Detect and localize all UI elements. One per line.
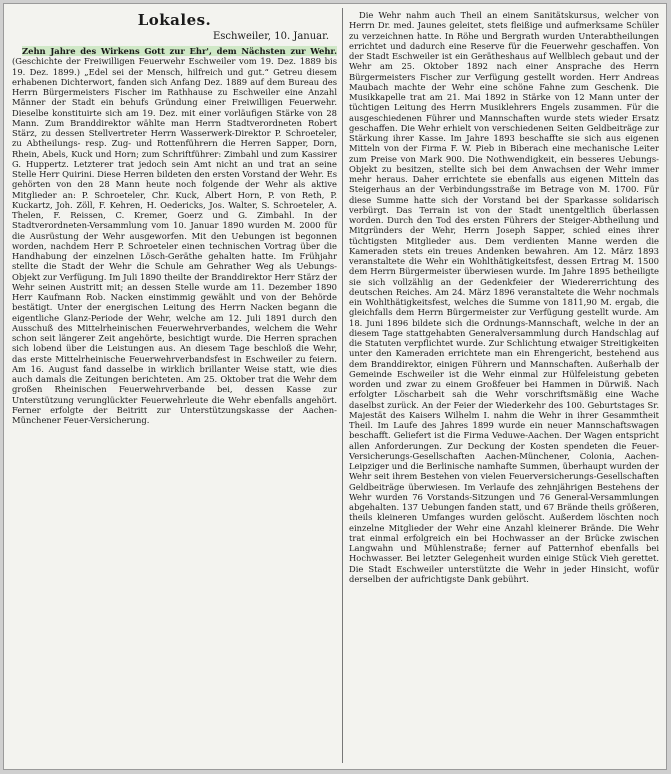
article-left-body: (Geschichte der Freiwilligen Feuerwehr Eschweiler vom 19. Dez. 1889 bis 19. Dez. 1899.) „Edel sei der Mensch, hilfreich und gut.“ Getreu diesem erhabenen Dichterwort, fanden sich Anfang Dez. 1889 auf dem Bureau des Herrn Bürgermeisters Fischer im Rathhause zu Eschweiler eine Anzahl Männer der Stadt ein behufs Gründung einer Freiwilligen Feuerwehr. Dieselbe konstituirte sich am 19. Dez. mit einer vorläufigen Stärke von 28 Mann. Zum Branddirektor wählte man Herrn Stadtverordneten Robert Stärz, zu dessen Stellvertreter Herrn Wasserwerk-Direktor P. Schroeteler, zu Abtheilungs- resp. Zug- und Rottenführern die Herren Sapper, Dorn, Rhein, Abels, Kuck und Horn; zum Schriftführer: Zimbahl und zum Kassirer G. Huppertz. Letzterer trat jedoch sein Amt nicht an und trat an seine Stelle Herr Quirini. Diese Herren bildeten den ersten Vorstand der Wehr. Es gehörten von den 28 Mann heute noch folgende der Wehr als aktive Mitglieder an: P. Schroeteler, Chr. Kuck, Albert Horn, P. von Reth, P. Kuckartz, Joh. Zöll, F. Kehren, H. Oedericks, Jos. Walter, S. Schroeteler, A. Thelen, F. Reissen, C. Kremer, Goerz und G. Zimbahl. In der Stadtverordneten-Versammlung vom 10. Januar 1890 wurden M. 2000 für die Ausrüstung der Wehr ausgeworfen. Mit den Uebungen ist begonnen worden, nachdem Herr P. Schroeteler einen technischen Vortrag über die Handhabung der einzelnen Lösch-Geräthe gehalten hatte. Im Frühjahr stellte die Stadt der Wehr die Schule am Gehrather Weg als Uebungs-Objekt zur Verfügung. Im Juli 1890 theilte der Branddirektor Herr Stärz der Wehr seinen Austritt mit; an dessen Stelle wurde am 11. Dezember 1890 Herr Kaufmann Rob. Nacken einstimmig gewählt und von der Behörde bestätigt. Unter der energischen Leitung des Herrn Nacken begann die eigentliche Glanz-Periode der Wehr, welche am 12. Juli 1891 durch den Ausschuß des Mittelrheinischen Feuerwehrverbandes, welchem die Wehr schon seit längerer Zeit angehörte, besichtigt wurde. Die Herren sprachen sich lobend über die Leistungen aus. An diesem Tage beschloß die Wehr, das erste Mittelrheinische Feuerwehrverbandsfest in Eschweiler zu feiern. Am 16. August fand dasselbe in wirklich brillanter Weise statt, wie dies auch damals die Zeitungen berichteten. Am 25. Oktober trat die Wehr dem großen Rheinischen Feuerwehrverbande bei, dessen Kasse zur Unterstützung verunglückter Feuerwehrleute die Wehr ebenfalls angehört. Ferner erfolgte der Beitritt zur Unterstützungskasse der Aachen-Münchener Feuer-Versicherung. — [12, 56, 337, 425]
section-heading: Lokales. — [137, 11, 212, 29]
left-column — [12, 10, 337, 761]
newspaper-clipping — [3, 3, 667, 770]
right-column — [349, 10, 659, 761]
article-lead: Zehn Jahre des Wirkens Gott zur Ehr', dem Nächsten zur Wehr. — [22, 46, 337, 56]
article-left-text — [12, 46, 337, 425]
column-divider — [342, 8, 343, 763]
dateline: Eschweiler, 10. Januar. — [212, 31, 329, 42]
article-right-text: Die Wehr nahm auch Theil an einem Sanitätskursus, welcher von Herrn Dr. med. Jaunes geleitet, stets fleißige und aufmerksame Schüler zu verzeichnen hatte. In Röhe und Bergrath wurden Unterabtheilungen errichtet und dadurch eine Reserve für die Feuerwehr geschaffen. Von der Stadt Eschweiler ist ein Gerätheshaus auf Wellblech gebaut und der Wehr am 25. Oktober 1892 nach einer Ansprache des Herrn Bürgermeisters Fischer zur Verfügung gestellt worden. Herr Andreas Maubach machte der Wehr eine schöne Fahne zum Geschenk. Die Musikkapelle trat am 21. Mai 1892 in Stärke von 12 Mann unter der tüchtigen Leitung des Herrn Musiklehrers Engels zusammen. Für die ausgeschiedenen Führer und Mannschaften wurde stets wieder Ersatz geschaffen. Die Wehr erhielt von verschiedenen Seiten Geldbeiträge zur Stärkung ihrer Kasse. Im Jahre 1893 beschaffte sie sich aus eigenen Mitteln von der Firma F. W. Pieb in Biberach eine mechanische Leiter zum Preise von Mark 900. Die Nothwendigkeit, ein besseres Uebungs-Objekt zu besitzen, stellte sich bei dem Anwachsen der Wehr immer mehr heraus. Daher errichtete sie ebenfalls aus eigenen Mitteln das Steigerhaus an der Verbindungsstraße im Betrage von M. 1700. Für diese Summe hatte sich der Vorstand bei der Sparkasse solidarisch verbürgt. Das Terrain ist von der Stadt unentgeltlich überlassen worden. Durch den Tod des ersten Führers der Steiger-Abtheilung und Mitgründers der Wehr, Herrn Joseph Sapper, schied eines ihrer tüchtigsten Mitglieder aus. Dem verdienten Manne werden die Kameraden stets ein treues Andenken bewahren. Am 12. März 1893 veranstaltete die Wehr ein Wohlthätigkeitsfest, dessen Ertrag M. 1500 dem Herrn Bürgermeister überwiesen wurde. Im Jahre 1895 betheiligte sie sich vollzählig an der Gedenkfeier der Wiedererrichtung des deutschen Reiches. Am 24. März 1896 veranstaltete die Wehr nochmals ein Wohlthätigkeitsfest, welches die Summe von 1811,90 M. ergab, die gleichfalls dem Herrn Bürgermeister zur Verfügung gestellt wurde. Am 18. Juni 1896 bildete sich die Ordnungs-Mannschaft, welche in der an diesem Tage stattgehabten Generalversammlung durch Handschlag auf die Statuten verpflichtet wurde. Zur Schlichtung etwaiger Streitigkeiten unter den Kameraden errichtete man ein Ehrengericht, bestehend aus dem Branddirektor, einigen Führern und Mannschaften. Außerhalb der Gemeinde Eschweiler ist die Wehr einmal zur Hülfeleistung gebeten worden und zwar zu einem Großfeuer bei Hammen in Dürwiß. Nach erfolgter Löscharbeit sah die Wehr vorschriftsmäßig eine Wache daselbst zurück. An der Feier der Wiederkehr des 100. Geburtstages Sr. Majestät des Kaisers Wilhelm I. nahm die Wehr in ihrer Gesammtheit Theil. Im Laufe des Jahres 1899 wurde ein neuer Mannschaftswagen beschafft. Geliefert ist die Firma Veduwe-Aachen. Der Wagen entspricht allen Anforderungen. Zur Deckung der Kosten spendeten die Feuer-Versicherungs-Gesellschaften Aachen-Münchener, Colonia, Aachen-Leipziger und die Berlinische namhafte Summen, überhaupt wurden der Wehr seit ihrem Bestehen von vielen Feuerversicherungs-Gesellschaften Geldbeiträge überwiesen. Im Verlaufe des zehnjährigen Bestehens der Wehr wurden 76 Vorstands-Sitzungen und 76 General-Versammlungen abgehalten. 137 Uebungen fanden statt, und 67 Brände theils größeren, theils kleineren Umfanges wurden gelöscht. Außerdem löschten noch einzelne Mitglieder der Wehr eine Anzahl kleinerer Brände. Die Wehr trat einmal erfolgreich ein bei Hochwasser an der Brücke zwischen Langwahn und Mühlenstraße; ferner auf Patternhof ebenfalls bei Hochwasser. Bei letzter Gelegenheit wurden einige Stück Vieh gerettet. Die Stadt Eschweiler unterstützte die Wehr in jeder Hinsicht, wofür derselben der aufrichtigste Dank gebührt. — [349, 10, 659, 584]
